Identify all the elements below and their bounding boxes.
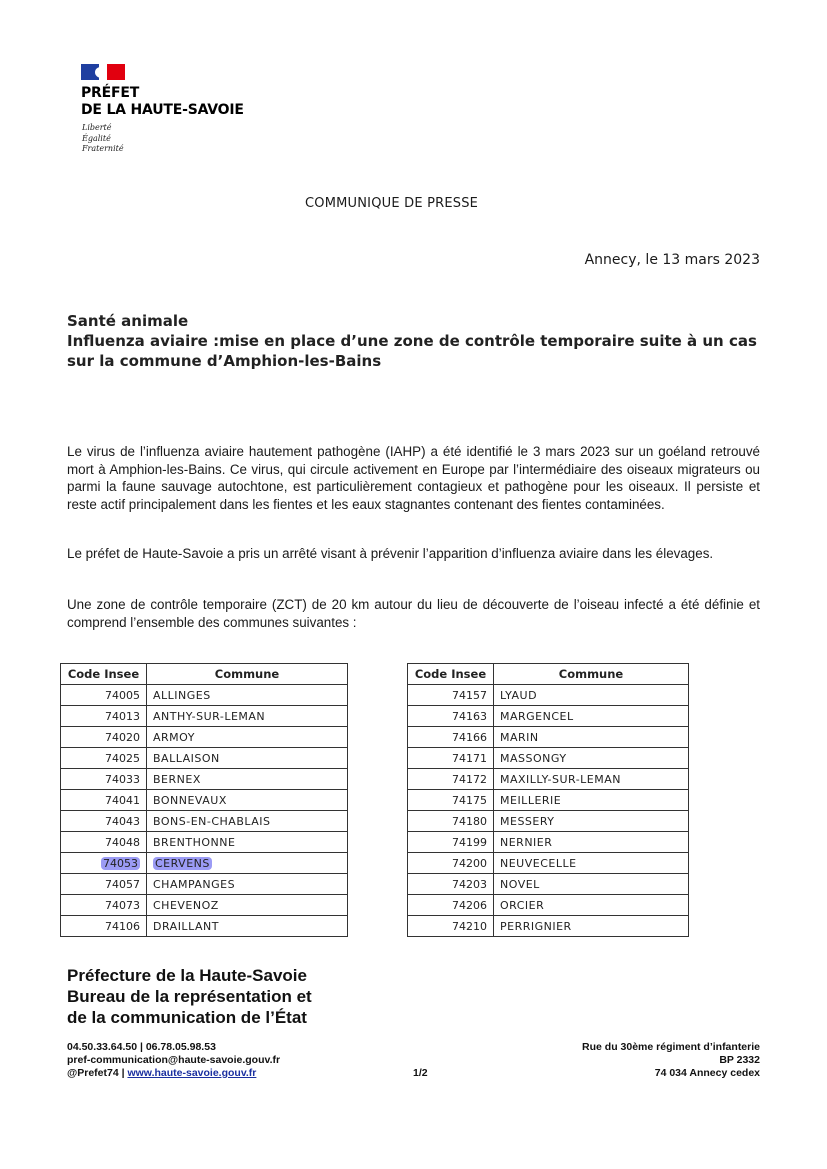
highlighted-text: CERVENS	[155, 856, 210, 870]
insee-code-cell	[61, 853, 147, 874]
table-row	[408, 727, 689, 748]
insee-code-cell: 74073	[61, 895, 147, 916]
insee-code-cell: 74033	[61, 769, 147, 790]
insee-code-cell: 74206	[408, 895, 494, 916]
table-row	[408, 706, 689, 727]
table-row	[408, 790, 689, 811]
commune-cell: ALLINGES	[147, 685, 348, 706]
commune-cell: PERRIGNIER	[494, 916, 689, 937]
twitter-handle: @Prefet74 |	[67, 1067, 128, 1079]
footer-contact	[67, 1041, 280, 1080]
commune-cell: NERNIER	[494, 832, 689, 853]
commune-cell: BRENTHONNE	[147, 832, 348, 853]
commune-cell: CHAMPANGES	[147, 874, 348, 895]
table-row	[408, 685, 689, 706]
insee-code-cell: 74005	[61, 685, 147, 706]
column-header-commune: Commune	[147, 664, 348, 685]
insee-code-cell: 74106	[61, 916, 147, 937]
table-row	[61, 811, 348, 832]
insee-code-cell: 74175	[408, 790, 494, 811]
commune-cell: BONS-EN-CHABLAIS	[147, 811, 348, 832]
table-row	[408, 832, 689, 853]
insee-code-cell: 74200	[408, 853, 494, 874]
communes-table-left	[60, 663, 348, 937]
table-row	[61, 685, 348, 706]
highlighted-text: 74053	[103, 856, 138, 870]
insee-code-cell: 74210	[408, 916, 494, 937]
commune-cell: DRAILLANT	[147, 916, 348, 937]
commune-cell: LYAUD	[494, 685, 689, 706]
insee-code-cell: 74199	[408, 832, 494, 853]
commune-cell: MESSERY	[494, 811, 689, 832]
table-row	[408, 748, 689, 769]
paragraph-zct: Une zone de contrôle temporaire (ZCT) de 20 km autour du lieu de découverte de l’oiseau infecté a été définie et comprend l’ensemble des communes suivantes :	[67, 597, 760, 630]
table-row	[408, 769, 689, 790]
table-row	[408, 916, 689, 937]
insee-code-cell: 74166	[408, 727, 494, 748]
insee-code-cell: 74203	[408, 874, 494, 895]
commune-cell: BALLAISON	[147, 748, 348, 769]
marianne-flag-icon	[81, 64, 125, 80]
communes-table-right	[407, 663, 689, 937]
table-row	[61, 790, 348, 811]
commune-cell: MAXILLY-SUR-LEMAN	[494, 769, 689, 790]
commune-cell: CHEVENOZ	[147, 895, 348, 916]
commune-cell: ANTHY-SUR-LEMAN	[147, 706, 348, 727]
insee-code-cell: 74025	[61, 748, 147, 769]
commune-cell: MARIN	[494, 727, 689, 748]
insee-code-cell: 74048	[61, 832, 147, 853]
logo-title: PRÉFET DE LA HAUTE-SAVOIE	[81, 85, 244, 118]
commune-cell: BERNEX	[147, 769, 348, 790]
table-row	[408, 874, 689, 895]
commune-cell: NOVEL	[494, 874, 689, 895]
paragraph-intro: Le virus de l’influenza aviaire hautement pathogène (IAHP) a été identifié le 3 mars 2023 sur un goéland retrouvé mort à Amphion-les-Bains. Ce virus, qui circule activement en Europe par l’intermédiaire des oiseaux migrateurs ou parmi la faune sauvage autochtone, est particulièrement contagieux et pathogène pour les oiseaux. Il persiste et reste actif principalement dans les fientes et les eaux stagnantes contenant des fientes contaminées.	[67, 444, 760, 512]
table-row	[408, 811, 689, 832]
table-row	[61, 748, 348, 769]
insee-code-cell: 74041	[61, 790, 147, 811]
footer-address: Rue du 30ème régiment d’infanterie BP 2332 74 034 Annecy cedex	[582, 1041, 760, 1079]
table-row	[408, 853, 689, 874]
table-row	[61, 832, 348, 853]
table-row	[61, 853, 348, 874]
insee-code-cell: 74163	[408, 706, 494, 727]
insee-code-cell: 74157	[408, 685, 494, 706]
table-row	[61, 727, 348, 748]
email-address[interactable]: pref-communication@haute-savoie.gouv.fr	[67, 1054, 281, 1066]
table-row	[61, 874, 348, 895]
footer-organization: Préfecture de la Haute-Savoie Bureau de la représentation et de la communication de l’État	[67, 966, 312, 1027]
press-release-title: Influenza aviaire :mise en place d’une zone de contrôle temporaire suite à un cas sur la commune d’Amphion-les-Bains	[67, 332, 757, 370]
column-header-code: Code Insee	[408, 664, 494, 685]
column-header-code: Code Insee	[61, 664, 147, 685]
commune-cell: MEILLERIE	[494, 790, 689, 811]
column-header-commune: Commune	[494, 664, 689, 685]
commune-cell: NEUVECELLE	[494, 853, 689, 874]
document-type: COMMUNIQUE DE PRESSE	[305, 196, 479, 211]
table-row	[61, 769, 348, 790]
commune-cell: MARGENCEL	[494, 706, 689, 727]
category-label: Santé animale	[67, 312, 189, 330]
insee-code-cell: 74172	[408, 769, 494, 790]
page-number: 1/2	[413, 1067, 428, 1079]
insee-code-cell: 74057	[61, 874, 147, 895]
paragraph-arrete: Le préfet de Haute-Savoie a pris un arrêté visant à prévenir l’apparition d’influenza aviaire dans les élevages.	[67, 546, 714, 561]
commune-cell: BONNEVAUX	[147, 790, 348, 811]
insee-code-cell: 74043	[61, 811, 147, 832]
commune-cell: ARMOY	[147, 727, 348, 748]
table-row	[61, 895, 348, 916]
insee-code-cell: 74013	[61, 706, 147, 727]
website-link[interactable]: www.haute-savoie.gouv.fr	[127, 1067, 257, 1079]
insee-code-cell: 74020	[61, 727, 147, 748]
table-row	[408, 895, 689, 916]
commune-cell: ORCIER	[494, 895, 689, 916]
commune-cell	[147, 853, 348, 874]
insee-code-cell: 74171	[408, 748, 494, 769]
phone-numbers: 04.50.33.64.50 | 06.78.05.98.53	[67, 1041, 216, 1053]
table-row	[61, 916, 348, 937]
document-date: Annecy, le 13 mars 2023	[584, 252, 760, 268]
republic-motto: Liberté Égalité Fraternité	[82, 123, 124, 153]
commune-cell: MASSONGY	[494, 748, 689, 769]
press-release-heading	[67, 311, 767, 371]
insee-code-cell: 74180	[408, 811, 494, 832]
table-row	[61, 706, 348, 727]
